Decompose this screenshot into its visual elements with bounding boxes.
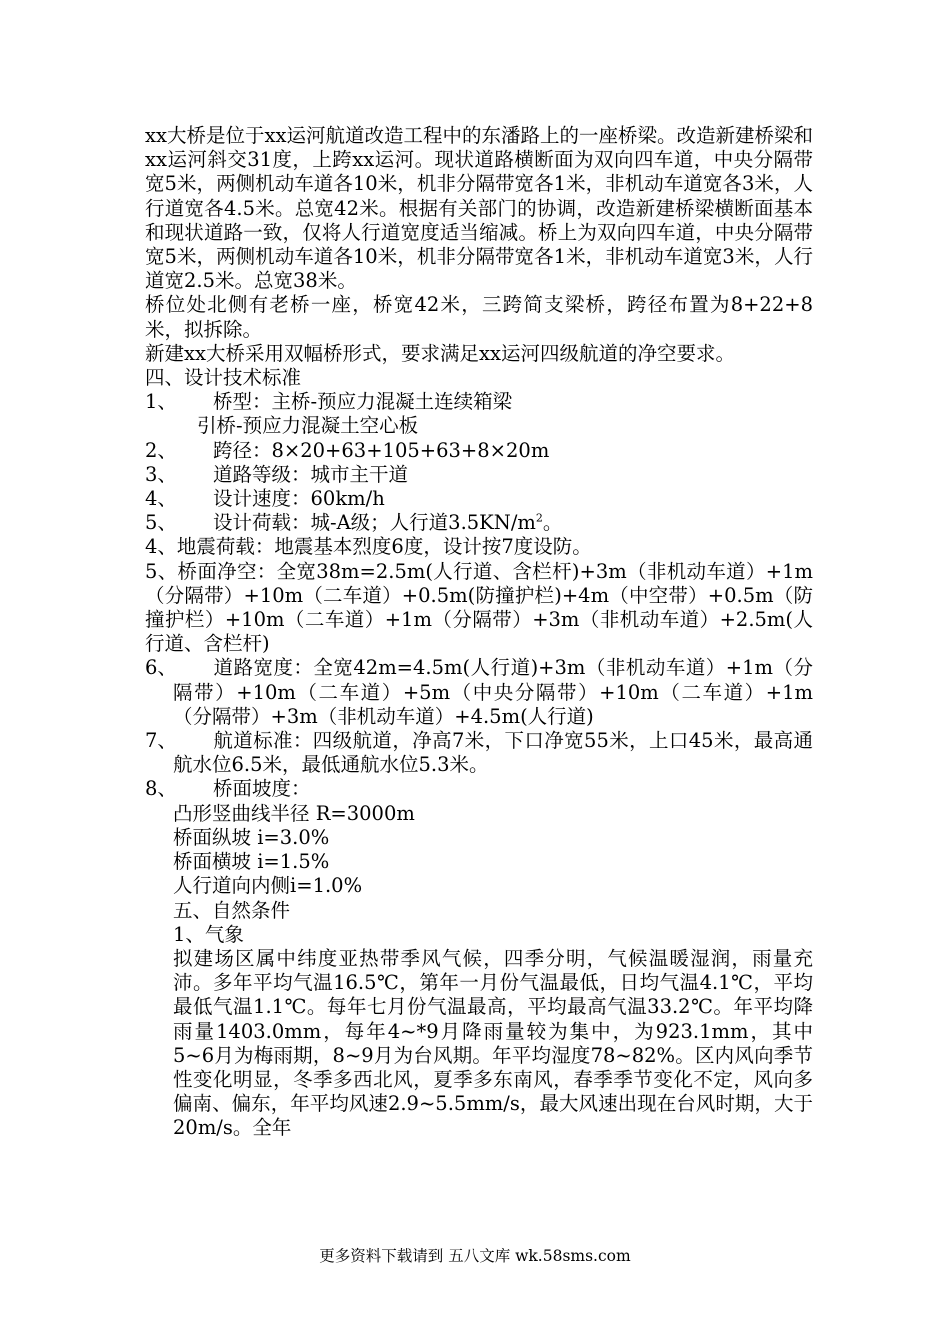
list-item — [145, 439, 813, 463]
page-footer: 更多资料下载请到 五八文库 wk.58sms.com — [319, 1247, 631, 1265]
list-item-text — [213, 511, 813, 535]
list-item — [145, 463, 813, 487]
list-item-number: 7、 — [145, 729, 177, 753]
list-item — [145, 511, 813, 535]
slope-line: 桥面纵坡 i=3.0% — [173, 825, 330, 849]
subheading-climate: 1、气象 — [173, 922, 244, 946]
paragraph-climate: 拟建场区属中纬度亚热带季风气候，四季分明，气候温暖湿润，雨量充沛。多年平均气温16.5℃，第年一月份气温最低，日均气温4.1℃，平均最低气温1.1℃。每年七月份气温最高，平均最高气温33.2℃。年平均降雨量1403.0mm，每年4~*9月降雨量较为集中，为923.1mm，其中5~6月为梅雨期，8~9月为台风期。年平均湿度78~82%。区内风向季节性变化明显，冬季多西北风，夏季多东南风，春季季节变化不定，风向多偏南、偏东，年平均风速2.9~5.5mm/s，最大风速出现在台风时期，大于20m/s。全年 — [173, 946, 813, 1140]
paragraph-intro: xx大桥是位于xx运河航道改造工程中的东潘路上的一座桥梁。改造新建桥梁和xx运河斜交31度，上跨xx运河。现状道路横断面为双向四车道，中央分隔带宽5米，两侧机动车道各10米，机非分隔带宽各1米，非机动车道宽各3米，人行道宽各4.5米。总宽42米。根据有关部门的协调，改造新建桥梁横断面基本和现状道路一致，仅将人行道宽度适当缩减。桥上为双向四车道，中央分隔带宽5米，两侧机动车道各10米，机非分隔带宽各1米，非机动车道宽3米，人行道宽2.5米。总宽38米。 — [145, 124, 813, 293]
slope-line: 凸形竖曲线半径 R=3000m — [173, 801, 415, 825]
slope-line: 桥面横坡 i=1.5% — [173, 850, 330, 874]
list-item-text: 航道标准：四级航道，净高7米，下口净宽55米，上口45米，最高通航水位6.5米，最低通航水位5.3米。 — [173, 729, 813, 777]
list-item-text: 设计速度：60km/h — [213, 487, 385, 511]
paragraph-new-bridge: 新建xx大桥采用双幅桥形式，要求满足xx运河四级航道的净空要求。 — [145, 341, 735, 365]
list-item-number: 2、 — [145, 438, 177, 462]
list-item-number: 5、 — [145, 511, 177, 535]
list-item-text: 跨径：8×20+63+105+63+8×20m — [213, 438, 550, 462]
list-item-text: 道路宽度：全宽42m=4.5m(人行道)+3m（非机动车道）+1m（分隔带）+10m（二车道）+5m（中央分隔带）+10m（二车道）+1m（分隔带）+3m（非机动车道）+4.5m(人行道) — [173, 656, 813, 728]
list-item-text: 桥面坡度： — [213, 777, 311, 801]
section-heading-design-standards: 四、设计技术标准 — [145, 366, 302, 390]
paragraph-old-bridge: 桥位处北侧有老桥一座，桥宽42米，三跨简支梁桥，跨径布置为8+22+8米，拟拆除。 — [145, 293, 813, 341]
list-item-road-width — [145, 656, 813, 729]
slope-line: 人行道向内侧i=1.0% — [173, 874, 363, 898]
list-item — [145, 777, 813, 801]
list-item-text: 道路等级：城市主干道 — [213, 462, 409, 486]
list-item-navigation — [145, 729, 813, 777]
list-item — [145, 487, 813, 511]
list-item-number: 4、 — [145, 487, 177, 511]
list-item — [145, 390, 813, 414]
list-item-number: 1、 — [145, 390, 177, 414]
document-body — [145, 124, 813, 1141]
section-heading-natural-conditions: 五、自然条件 — [173, 898, 291, 922]
list-item-number: 3、 — [145, 462, 177, 486]
superscript: 2 — [535, 511, 543, 525]
paragraph-deck-clearance: 5、桥面净空：全宽38m=2.5m(人行道、含栏杆)+3m（非机动车道）+1m（分隔带）+10m（二车道）+0.5m(防撞护栏)+4m（中空带）+0.5m（防撞护栏）+10m（二车道）+1m（分隔带）+3m（非机动车道）+2.5m(人行道、含栏杆) — [145, 559, 813, 656]
list-item-subline: 引桥-预应力混凝土空心板 — [197, 414, 419, 438]
design-load-text: 设计荷载：城-A级；人行道3.5KN/m — [213, 511, 536, 535]
list-item-text: 桥型：主桥-预应力混凝土连续箱梁 — [213, 390, 513, 414]
design-load-tail: 。 — [542, 511, 563, 535]
list-item-number: 6、 — [145, 656, 177, 680]
list-item-number: 8、 — [145, 777, 177, 801]
paragraph-seismic-load: 4、地震荷载：地震基本烈度6度，设计按7度设防。 — [145, 535, 592, 559]
